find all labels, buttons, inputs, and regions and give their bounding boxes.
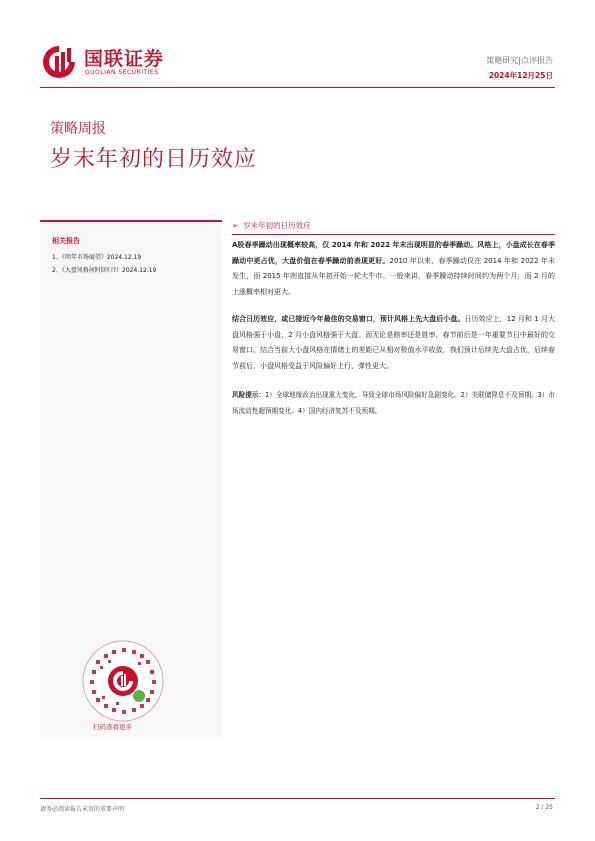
footer-disclaimer: 请务必阅读报告末页的重要声明 — [40, 806, 125, 813]
arrow-bullet-icon: ➢ — [232, 221, 244, 230]
report-title: 岁末年初的日历效应 — [50, 147, 258, 172]
main-content — [232, 220, 555, 431]
risk-text: 1）全球地缘政治出现重大变化，导致全球市场风险偏好急剧变化。2）美联储降息不及预期。3）市场流动性超预期变化。4）国内经济复苏不及预期。 — [232, 391, 556, 415]
paragraph-lead: A股春季躁动出现概率较高，仅 2014 年和 2022 年未出现明显的春季躁动。风格上，小盘成长在春季躁动中更占优，大盘价值在春季躁动前表现更好。 — [232, 241, 555, 265]
qr-caption: 扫码查看更多 — [93, 723, 132, 731]
qr-code-icon[interactable] — [82, 640, 164, 722]
related-reports-heading: 相关报告 — [52, 237, 80, 245]
report-date: 2024年12月25日 — [488, 71, 553, 80]
section-heading — [232, 220, 555, 232]
paragraph-body: 2010 年以来，春季躁动仅在 2014 年和 2022 年未发生，而 2015 年则直接从年初开始一轮大牛市。一般来讲，春季躁动持续时间约为两个月，而 2 月的上涨概率相对更大。 — [232, 256, 555, 296]
page-number: 2 / 25 — [535, 804, 553, 811]
report-series: 策略周报 — [50, 121, 106, 137]
risk-warning — [232, 388, 555, 419]
footer-divider — [40, 798, 555, 799]
paragraph-lead: 结合日历效应，或已接近今年最佳的交易窗口，预计风格上先大盘后小盘。 — [232, 315, 465, 323]
related-report-item[interactable]: 2、《大盘风格何时回归?》2024.12.19 — [52, 267, 157, 274]
brand-name-en: GUOLIAN SECURITIES — [85, 69, 159, 76]
document-type: 策略研究|点评报告 — [486, 56, 553, 65]
related-reports-list — [52, 252, 217, 278]
guolian-logo-icon — [40, 44, 78, 80]
related-report-item[interactable]: 1、《明年市场展望》2024.12.19 — [52, 254, 142, 261]
section-divider — [232, 234, 555, 235]
header-divider — [40, 87, 555, 88]
section-title: 岁末年初的日历效应 — [243, 221, 311, 230]
brand-name-cn: 国联证券 — [84, 48, 165, 70]
sidebar — [40, 220, 222, 738]
company-logo — [40, 42, 190, 82]
risk-label: 风险提示： — [232, 391, 266, 399]
paragraph-spring-rally — [232, 238, 555, 300]
paragraph-calendar-effect — [232, 312, 555, 374]
paragraph-body: 日历效应上，12 月和 1 月大盘风格强于小盘，2 月小盘风格强于大盘。而无论是赔率还是胜率，春节前后是一年重要节日中最好的交易窗口。结合当前大小盘风格在情绪上的差距已从相对极值水平收敛，我们预计后续先大盘占优，后续春节前后，小盘风格受益于风险偏好上行，弹性更大。 — [232, 315, 555, 370]
